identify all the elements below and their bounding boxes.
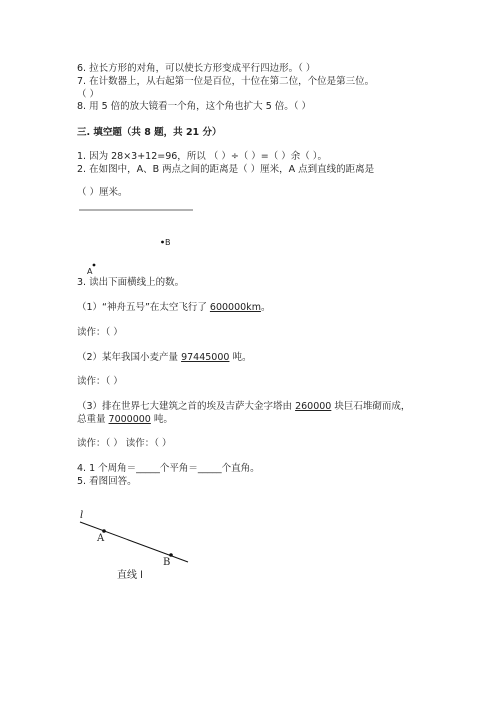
fill-q2-blank: （ ）厘米。 xyxy=(77,187,128,198)
fill-q2: 2. 在如图中，A、B 两点之间的距离是（ ）厘米，A 点到直线的距离是 xyxy=(77,164,375,175)
judge-q8: 8. 用 5 倍的放大镜看一个角，这个角也扩大 5 倍。（ ） xyxy=(77,101,312,112)
judge-q7: 7. 在计数器上，从右起第一位是百位，十位在第二位，个位是第三位。 xyxy=(77,76,375,87)
q5-point-b-label: B xyxy=(163,557,171,568)
fill-q1: 1. 因为 28×3+12=96，所以 （ ）÷（ ）=（ ）余（ ）。 xyxy=(77,151,328,162)
q3-3-read: 读作：（ ） 读作：（ ） xyxy=(77,438,172,449)
q2-point-b-label: B xyxy=(165,238,171,247)
fill-q3: 3. 读出下面横线上的数。 xyxy=(77,277,185,288)
q3-2-text: （2）某年我国小麦产量 97445000 吨。 xyxy=(77,352,252,363)
q3-3-text-cont: 总重量 7000000 吨。 xyxy=(77,414,173,425)
q2-point-a-label: A xyxy=(87,267,93,276)
judge-q7-blank: （ ） xyxy=(77,89,100,100)
fill-q4: 4. 1 个周角＝_____个平角＝_____个直角。 xyxy=(77,463,260,474)
q5-caption: 直线 l xyxy=(117,570,143,581)
q5-line-label: l xyxy=(80,510,84,521)
section-3-title: 三. 填空题（共 8 题，共 21 分） xyxy=(77,127,222,138)
q3-2-read: 读作：（ ） xyxy=(77,376,123,387)
judge-q6: 6. 拉长方形的对角，可以使长方形变成平行四边形。（ ） xyxy=(77,63,316,74)
fill-q5: 5. 看图回答。 xyxy=(77,476,137,487)
q3-3-text: （3）排在世界七大建筑之首的埃及吉萨大金字塔由 260000 块巨石堆砌而成， xyxy=(77,401,411,412)
q3-1-read: 读作：（ ） xyxy=(77,327,123,338)
q5-point-a-label: A xyxy=(97,533,105,544)
q3-1-text: （1）“神舟五号”在太空飞行了 600000km。 xyxy=(77,302,271,313)
